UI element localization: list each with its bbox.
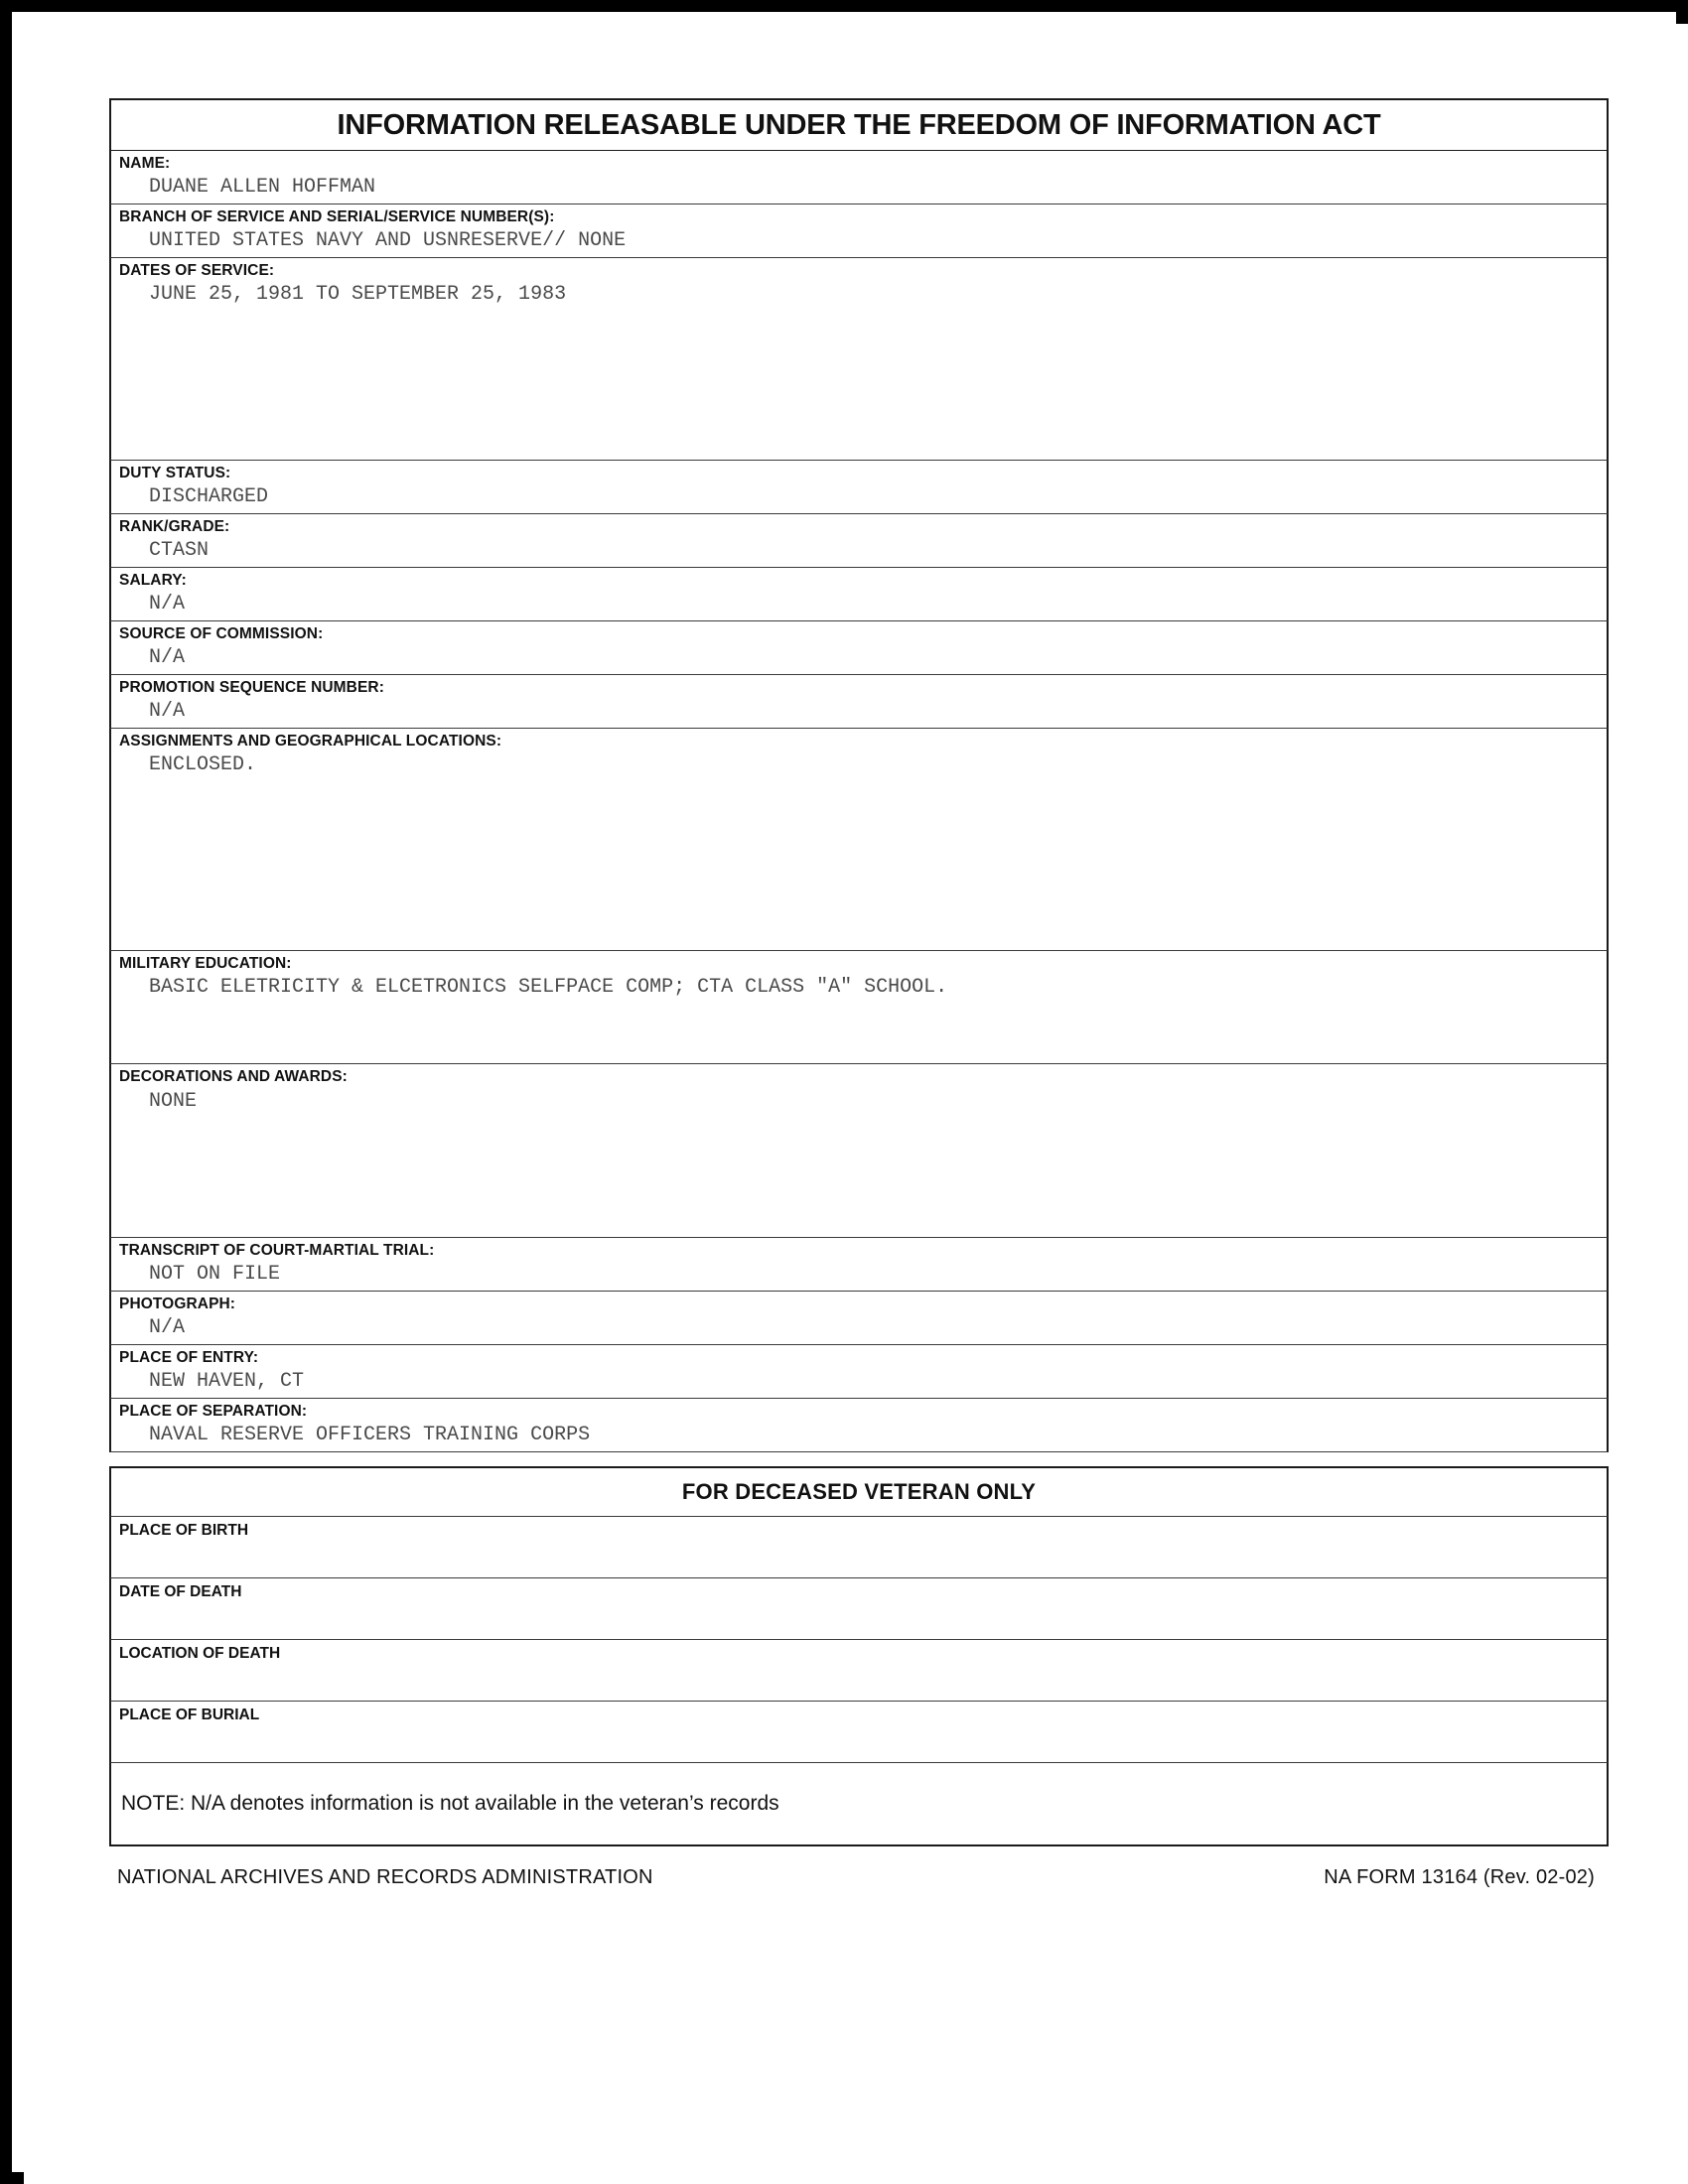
field-dates-of-service-blank-space bbox=[111, 311, 1607, 460]
field-duty-status-label: DUTY STATUS: bbox=[119, 465, 231, 482]
field-branch-of-service bbox=[109, 205, 1609, 258]
form-footer bbox=[109, 1866, 1609, 1889]
paper-background bbox=[24, 24, 1688, 2184]
deceased-section-title: FOR DECEASED VETERAN ONLY bbox=[681, 1478, 1037, 1504]
field-decorations-and-awards-label: DECORATIONS AND AWARDS: bbox=[119, 1068, 348, 1086]
field-branch-of-service-label: BRANCH OF SERVICE AND SERIAL/SERVICE NUMBER(S): bbox=[119, 208, 555, 226]
field-name-value: DUANE ALLEN HOFFMAN bbox=[149, 176, 376, 200]
field-rank-grade-label: RANK/GRADE: bbox=[119, 518, 230, 536]
field-place-of-birth-label: PLACE OF BIRTH bbox=[119, 1521, 249, 1539]
field-court-martial-transcript-label: TRANSCRIPT OF COURT-MARTIAL TRIAL: bbox=[119, 1241, 435, 1259]
field-branch-of-service-value: UNITED STATES NAVY AND USNRESERVE// NONE bbox=[149, 229, 627, 253]
note-row bbox=[109, 1763, 1609, 1846]
footer-agency-name: NATIONAL ARCHIVES AND RECORDS ADMINISTRATION bbox=[117, 1865, 653, 1888]
field-place-of-birth bbox=[109, 1517, 1609, 1578]
form-title-bar bbox=[109, 98, 1609, 151]
field-place-of-separation-value: NAVAL RESERVE OFFICERS TRAINING CORPS bbox=[149, 1423, 591, 1446]
field-date-of-death bbox=[109, 1578, 1609, 1640]
field-salary-label: SALARY: bbox=[119, 572, 187, 590]
field-assignments-and-locations bbox=[109, 729, 1609, 951]
field-promotion-sequence-number-label: PROMOTION SEQUENCE NUMBER: bbox=[119, 679, 384, 697]
footer-form-number: NA FORM 13164 (Rev. 02-02) bbox=[1324, 1865, 1595, 1888]
field-photograph-value: N/A bbox=[149, 1315, 186, 1339]
section-divider-gap bbox=[109, 1452, 1609, 1466]
field-assignments-and-locations-label: ASSIGNMENTS AND GEOGRAPHICAL LOCATIONS: bbox=[119, 733, 502, 751]
field-decorations-and-awards-value: NONE bbox=[149, 1089, 198, 1113]
field-duty-status-value: DISCHARGED bbox=[149, 485, 269, 509]
field-date-of-death-label: DATE OF DEATH bbox=[119, 1582, 242, 1600]
note-text: NOTE: N/A denotes information is not available in the veteran’s records bbox=[121, 1791, 779, 1815]
field-assignments-and-locations-value: ENCLOSED. bbox=[149, 753, 257, 777]
field-photograph bbox=[109, 1292, 1609, 1345]
field-name bbox=[109, 151, 1609, 205]
field-duty-status bbox=[109, 461, 1609, 514]
field-place-of-burial bbox=[109, 1702, 1609, 1763]
field-location-of-death bbox=[109, 1640, 1609, 1702]
field-place-of-entry bbox=[109, 1345, 1609, 1399]
field-dates-of-service-value: JUNE 25, 1981 TO SEPTEMBER 25, 1983 bbox=[149, 283, 567, 307]
field-location-of-death-label: LOCATION OF DEATH bbox=[119, 1644, 281, 1662]
field-salary-value: N/A bbox=[149, 593, 186, 616]
field-rank-grade-value: CTASN bbox=[149, 539, 210, 563]
field-dates-of-service bbox=[109, 258, 1609, 461]
field-place-of-separation-label: PLACE OF SEPARATION: bbox=[119, 1402, 308, 1420]
field-place-of-burial-label: PLACE OF BURIAL bbox=[119, 1706, 260, 1723]
field-military-education-blank-space bbox=[111, 1004, 1607, 1063]
field-place-of-separation bbox=[109, 1399, 1609, 1452]
deceased-section-header bbox=[109, 1466, 1609, 1517]
field-rank-grade bbox=[109, 514, 1609, 568]
field-place-of-entry-value: NEW HAVEN, CT bbox=[149, 1369, 305, 1393]
field-decorations-blank-space bbox=[111, 1118, 1607, 1237]
field-military-education-label: MILITARY EDUCATION: bbox=[119, 955, 292, 973]
field-place-of-entry-label: PLACE OF ENTRY: bbox=[119, 1348, 259, 1366]
field-promotion-sequence-number bbox=[109, 675, 1609, 729]
field-dates-of-service-label: DATES OF SERVICE: bbox=[119, 262, 275, 280]
field-promotion-sequence-number-value: N/A bbox=[149, 700, 186, 724]
field-assignments-blank-space bbox=[111, 781, 1607, 950]
field-court-martial-transcript-value: NOT ON FILE bbox=[149, 1262, 281, 1286]
field-source-of-commission-value: N/A bbox=[149, 646, 186, 670]
field-source-of-commission bbox=[109, 621, 1609, 675]
field-court-martial-transcript bbox=[109, 1238, 1609, 1292]
field-source-of-commission-label: SOURCE OF COMMISSION: bbox=[119, 625, 324, 643]
page-title: INFORMATION RELEASABLE UNDER THE FREEDOM OF INFORMATION ACT bbox=[337, 108, 1381, 141]
field-decorations-and-awards bbox=[109, 1064, 1609, 1237]
field-salary bbox=[109, 568, 1609, 621]
field-military-education-value: BASIC ELETRICITY & ELCETRONICS SELFPACE COMP; CTA CLASS "A" SCHOOL. bbox=[149, 976, 948, 1000]
foia-form bbox=[109, 98, 1609, 1889]
field-military-education bbox=[109, 951, 1609, 1064]
field-photograph-label: PHOTOGRAPH: bbox=[119, 1295, 236, 1312]
field-name-label: NAME: bbox=[119, 155, 171, 172]
